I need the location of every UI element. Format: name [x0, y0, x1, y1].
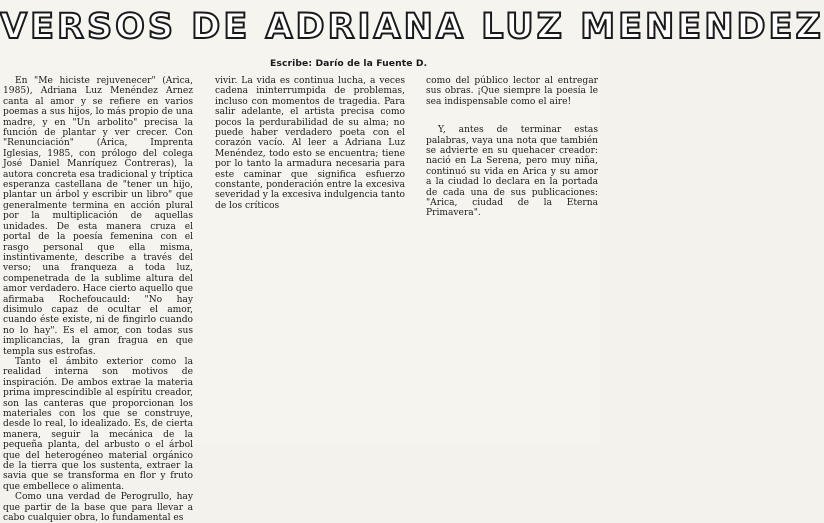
byline: Escribe: Darío de la Fuente D.	[270, 58, 428, 69]
paragraph: Tanto el ámbito exterior como la realidad interna son motivos de inspiración. De ambos extrae la materia prima imprescindible al espíritu creador, son las canteras que proporcionan los materiales con los que se construye, desde lo real, lo idealizado. Es, de cierta manera, seguir la mecánica de la pequeña planta, del arbusto o el árbol que del heterogéneo material orgánico de la tierra que los sustenta, extraer la savia que se transforma en flor y fruto que embellece o alimenta.	[3, 356, 193, 492]
paragraph: Como una verdad de Perogrullo, hay que partir de la base que para llevar a cabo cualquier obra, lo fundamental es	[3, 492, 193, 523]
paragraph: como del público lector al entregar sus obras. ¡Que siempre la poesía le sea indispensable como el aire!	[426, 76, 598, 107]
article-column-2	[215, 76, 405, 226]
paragraph: En "Me hiciste rejuvenecer" (Arica, 1985), Adriana Luz Menéndez Arnez canta al amor y se refiere en varios poemas a sus hijos, lo más propio de una madre, y en "Un arbolito" precisa la función de plantar y ver crecer. Con "Renunciación" (Arica, Imprenta Iglesias, 1985, con prólogo del colega José Daniel Manríquez Contreras), la autora concreta esa tradicional y tríptica esperanza castellana de "tener un hijo, plantar un árbol y escribir un libro" que generalmente termina en acción plural por la multiplicación de aquellas unidades. De esta manera cruza el portal de la poesía femenina con el rasgo personal que ella misma, instintivamente, describe a través del verso; una franqueza a toda luz, compenetrada de la sublime altura del amor verdadero. Hace cierto aquello que afirmaba Rochefoucauld: "No hay disimulo capaz de ocultar el amor, cuando éste existe, ni de fingirlo cuando no lo hay". Es el amor, con todas sus implicancias, la gran fragua en que templa sus estrofas.	[3, 76, 193, 357]
headline: VERSOS DE ADRIANA LUZ MENENDEZ	[0, 7, 824, 47]
paragraph: Y, antes de terminar estas palabras, vaya una nota que también se advierte en su quehacer creador: nació en La Serena, pero muy niña, continuó su vida en Arica y su amor a la ciudad lo declara en la portada de cada una de sus publicaciones: "Arica, ciudad de la Eterna Primavera".	[426, 125, 598, 219]
paragraph: vivir. La vida es continua lucha, a veces cadena ininterrumpida de problemas, incluso con momentos de tragedia. Para salir adelante, el artista precisa como pocos la perdurabilidad de su alma; no puede haber verdadero poeta con el corazón vacío. Al leer a Adriana Luz Menéndez, todo esto se encuentra; tiene por lo tanto la armadura necesaria para este caminar que significa esfuerzo constante, ponderación entre la excesiva severidad y la excesiva indulgencia tanto de los críticos	[215, 76, 405, 211]
paragraph-gap	[426, 107, 598, 125]
article-column-1	[3, 76, 193, 523]
article-column-3	[426, 76, 598, 219]
